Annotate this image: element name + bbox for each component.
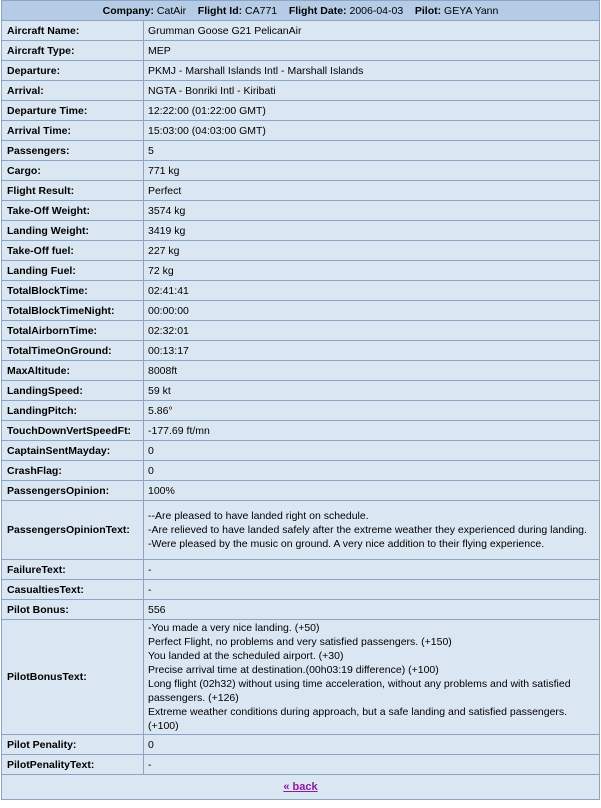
field-label: Arrival Time: xyxy=(2,121,144,141)
field-value: 227 kg xyxy=(144,241,600,261)
row-totalblocktime xyxy=(2,281,600,301)
field-label: PilotPenalityText: xyxy=(2,755,144,775)
field-value: 00:00:00 xyxy=(144,301,600,321)
field-label: FailureText: xyxy=(2,560,144,580)
field-label: PassengersOpinion: xyxy=(2,481,144,501)
row-touchdownvertspeedft xyxy=(2,421,600,441)
field-value: 556 xyxy=(144,600,600,620)
flight-date-value: 2006-04-03 xyxy=(349,4,404,17)
report-header xyxy=(2,1,600,21)
field-value: 771 kg xyxy=(144,161,600,181)
field-label: Cargo: xyxy=(2,161,144,181)
text-line: -You made a very nice landing. (+50) xyxy=(148,622,320,634)
field-label: Arrival: xyxy=(2,81,144,101)
row-take-off-fuel xyxy=(2,241,600,261)
field-value: - xyxy=(144,755,600,775)
row-passengersopinion xyxy=(2,481,600,501)
field-label: TotalTimeOnGround: xyxy=(2,341,144,361)
field-label: Flight Result: xyxy=(2,181,144,201)
field-value: 15:03:00 (04:03:00 GMT) xyxy=(144,121,600,141)
field-value: 02:32:01 xyxy=(144,321,600,341)
field-label: LandingSpeed: xyxy=(2,381,144,401)
field-label: MaxAltitude: xyxy=(2,361,144,381)
text-line: You landed at the scheduled airport. (+30) xyxy=(148,650,344,662)
row-crashflag xyxy=(2,461,600,481)
field-label: Landing Fuel: xyxy=(2,261,144,281)
field-label: Take-Off Weight: xyxy=(2,201,144,221)
row-totalairborntime xyxy=(2,321,600,341)
field-value: PKMJ - Marshall Islands Intl - Marshall Islands xyxy=(144,61,600,81)
row-cargo xyxy=(2,161,600,181)
field-value: - xyxy=(144,560,600,580)
text-line: Precise arrival time at destination.(00h03:19 difference) (+100) xyxy=(148,664,439,676)
text-line: Perfect Flight, no problems and very satisfied passengers. (+150) xyxy=(148,636,452,648)
flight-report-table xyxy=(1,0,600,800)
back-link[interactable]: « back xyxy=(283,781,318,793)
row-arrival xyxy=(2,81,600,101)
row-maxaltitude xyxy=(2,361,600,381)
text-line: Extreme weather conditions during approach, but a safe landing and satisfied passengers. (+100) xyxy=(148,706,568,732)
footer-row xyxy=(2,775,600,800)
report-header-row xyxy=(2,1,600,21)
flight-id-value: CA771 xyxy=(245,4,278,17)
row-departure-time xyxy=(2,101,600,121)
field-label: Aircraft Type: xyxy=(2,41,144,61)
field-label: PilotBonusText: xyxy=(2,620,144,735)
field-value: 72 kg xyxy=(144,261,600,281)
field-value: 3419 kg xyxy=(144,221,600,241)
row-landing-fuel xyxy=(2,261,600,281)
text-line: --Are pleased to have landed right on schedule. xyxy=(148,510,369,522)
row-aircraft-name xyxy=(2,21,600,41)
flight-id-label: Flight Id: xyxy=(197,4,243,17)
row-passengers xyxy=(2,141,600,161)
field-value: NGTA - Bonriki Intl - Kiribati xyxy=(144,81,600,101)
field-label: Aircraft Name: xyxy=(2,21,144,41)
field-value: 0 xyxy=(144,441,600,461)
row-pilotbonustext xyxy=(2,620,600,735)
row-failuretext xyxy=(2,560,600,580)
flight-date-label: Flight Date: xyxy=(288,4,347,17)
row-pilot-penality xyxy=(2,735,600,755)
text-line: -Were pleased by the music on ground. A very nice addition to their flying experience. xyxy=(148,538,545,550)
field-label: PassengersOpinionText: xyxy=(2,501,144,560)
field-label: TotalBlockTimeNight: xyxy=(2,301,144,321)
company-label: Company: xyxy=(102,4,154,17)
row-passengersopiniontext xyxy=(2,501,600,560)
row-pilot-bonus xyxy=(2,600,600,620)
field-value: 5.86° xyxy=(144,401,600,421)
field-value: Grumman Goose G21 PelicanAir xyxy=(144,21,600,41)
field-value: MEP xyxy=(144,41,600,61)
field-value: Perfect xyxy=(144,181,600,201)
row-flight-result xyxy=(2,181,600,201)
field-label: Departure Time: xyxy=(2,101,144,121)
field-value: - xyxy=(144,580,600,600)
pilot-value: GEYA Yann xyxy=(444,4,499,17)
row-aircraft-type xyxy=(2,41,600,61)
field-label: Departure: xyxy=(2,61,144,81)
field-value: 8008ft xyxy=(144,361,600,381)
company-value: CatAir xyxy=(156,4,187,17)
row-pilotpenalitytext xyxy=(2,755,600,775)
field-value: 02:41:41 xyxy=(144,281,600,301)
row-landingspeed xyxy=(2,381,600,401)
field-label: TouchDownVertSpeedFt: xyxy=(2,421,144,441)
field-label: Passengers: xyxy=(2,141,144,161)
field-label: Pilot Penality: xyxy=(2,735,144,755)
field-value: -177.69 ft/mn xyxy=(144,421,600,441)
row-totaltimeonground xyxy=(2,341,600,361)
text-line: -Are relieved to have landed safely after the extreme weather they experienced during landing. xyxy=(148,524,587,536)
field-label: CrashFlag: xyxy=(2,461,144,481)
row-landing-weight xyxy=(2,221,600,241)
field-label: Take-Off fuel: xyxy=(2,241,144,261)
field-value: 3574 kg xyxy=(144,201,600,221)
field-value: 00:13:17 xyxy=(144,341,600,361)
text-line: Long flight (02h32) without using time acceleration, without any problems and with satisfied passengers. (+126) xyxy=(148,678,571,704)
field-label: Landing Weight: xyxy=(2,221,144,241)
field-label: TotalAirbornTime: xyxy=(2,321,144,341)
field-value: 5 xyxy=(144,141,600,161)
row-take-off-weight xyxy=(2,201,600,221)
field-value: 12:22:00 (01:22:00 GMT) xyxy=(144,101,600,121)
row-casualtiestext xyxy=(2,580,600,600)
field-label: TotalBlockTime: xyxy=(2,281,144,301)
row-captainsentmayday xyxy=(2,441,600,461)
field-value: 0 xyxy=(144,461,600,481)
field-label: Pilot Bonus: xyxy=(2,600,144,620)
row-departure xyxy=(2,61,600,81)
field-value: 100% xyxy=(144,481,600,501)
field-value-multiline xyxy=(144,620,600,735)
field-label: CaptainSentMayday: xyxy=(2,441,144,461)
row-landingpitch xyxy=(2,401,600,421)
footer-cell xyxy=(2,775,600,800)
field-value-multiline xyxy=(144,501,600,560)
field-value: 59 kt xyxy=(144,381,600,401)
field-value: 0 xyxy=(144,735,600,755)
field-label: LandingPitch: xyxy=(2,401,144,421)
field-label: CasualtiesText: xyxy=(2,580,144,600)
row-totalblocktimenight xyxy=(2,301,600,321)
pilot-label: Pilot: xyxy=(414,4,442,17)
row-arrival-time xyxy=(2,121,600,141)
